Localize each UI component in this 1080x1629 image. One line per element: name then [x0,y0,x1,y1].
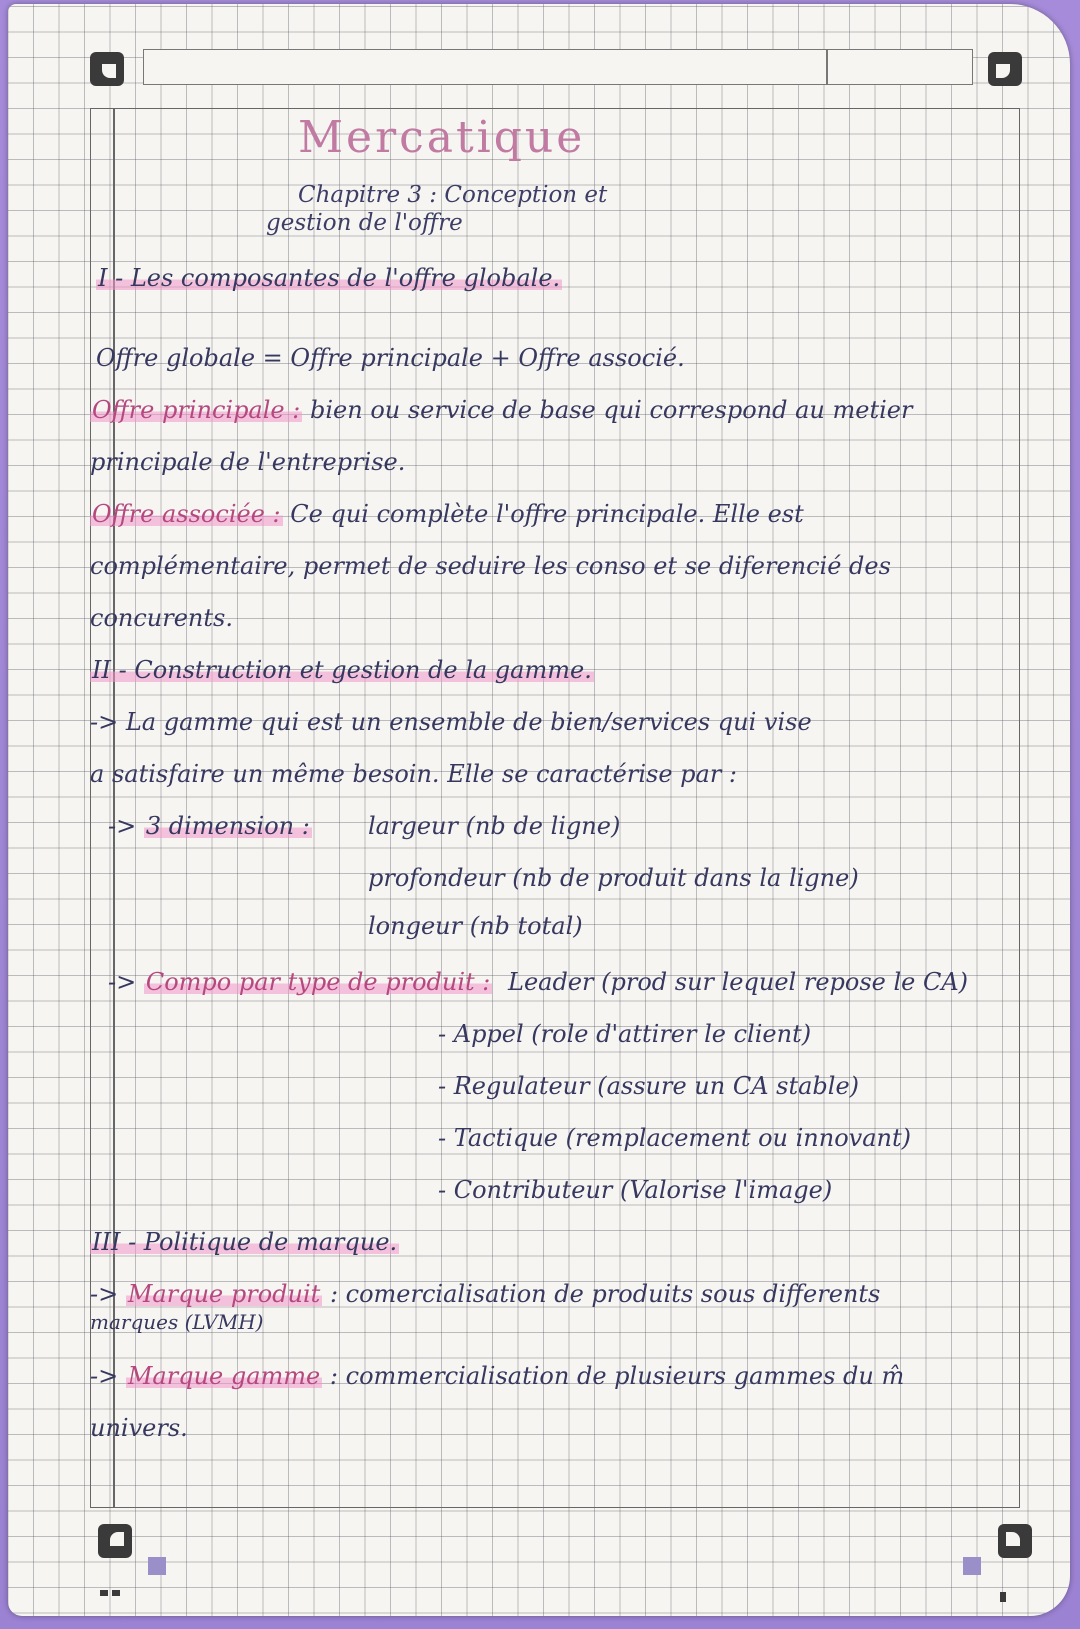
gamme-intro-2: a satisfaire un même besoin. Elle se caractérise par : [90,760,738,788]
compo-item: - Appel (role d'attirer le client) [438,1020,812,1048]
dimension-item: largeur (nb de ligne) [368,812,621,840]
chapter-title: Chapitre 3 : Conception et [298,182,608,208]
dimension-term: 3 dimension : [145,812,310,840]
scan-square-left-icon [148,1557,166,1575]
associee-text-3: concurents. [90,604,233,632]
arrow-icon: -> [108,968,144,996]
section-1-heading [96,264,562,292]
header-divider [826,49,828,85]
compo-item: - Contributeur (Valorise l'image) [438,1176,833,1204]
compo-item: Leader (prod sur lequel repose le CA) [508,968,969,996]
arrow-icon: -> [90,1280,126,1308]
section-1-heading-text: I - Les composantes de l'offre globale. [98,264,561,292]
principale-text-2: principale de l'entreprise. [90,448,406,476]
corner-marker-top-left-icon [90,52,124,86]
arrow-icon: -> [108,812,144,840]
section-3-heading-text: III - Politique de marque. [92,1228,398,1256]
dash-mark-icon [112,1590,120,1596]
chapter-subtitle: gestion de l'offre [266,210,463,236]
compo-item: - Tactique (remplacement ou innovant) [438,1124,911,1152]
marque-produit-line [90,1280,880,1308]
associee-text-2: complémentaire, permet de seduire les conso et se diferencié des [90,552,891,580]
section-2-heading [90,656,594,684]
arrow-icon: -> [90,1362,126,1390]
marque-gamme-line [90,1362,904,1390]
dimension-item: profondeur (nb de produit dans la ligne) [368,864,859,892]
marque-produit-term: Marque produit [127,1280,321,1308]
corner-marker-bottom-left-icon [98,1524,132,1558]
section-3-heading [90,1228,399,1256]
compo-line [108,968,492,996]
gamme-intro-1: -> La gamme qui est un ensemble de bien/services qui vise [90,708,812,736]
compo-item: - Regulateur (assure un CA stable) [438,1072,860,1100]
compo-term: Compo par type de produit : [145,968,491,996]
dimension-item: longeur (nb total) [368,912,583,940]
header-box [143,49,973,85]
principale-term: Offre principale : [92,396,301,424]
principale-line [90,396,912,424]
corner-marker-top-right-icon [988,52,1022,86]
marque-gamme-term: Marque gamme [127,1362,321,1390]
dash-mark-icon [1000,1592,1006,1602]
associee-line [90,500,804,528]
principale-text: bien ou service de base qui correspond au metier [309,396,913,424]
marque-gamme-text: : commercialisation de plusieurs gammes du m̂ [329,1362,905,1390]
page-title: Mercatique [298,112,586,163]
associee-text: Ce qui complète l'offre principale. Elle est [290,500,804,528]
marque-produit-text-2: marques (LVMH) [90,1310,264,1334]
formula-line: Offre globale = Offre principale + Offre associé. [96,344,685,372]
dimension-line [108,812,312,840]
marque-gamme-text-2: univers. [90,1414,188,1442]
corner-marker-bottom-right-icon [998,1524,1032,1558]
scan-square-right-icon [963,1557,981,1575]
associee-term: Offre associée : [92,500,281,528]
notebook-sheet [8,4,1070,1616]
dash-mark-icon [100,1590,108,1596]
section-2-heading-text: II - Construction et gestion de la gamme. [92,656,592,684]
marque-produit-text: : comercialisation de produits sous differents [329,1280,881,1308]
